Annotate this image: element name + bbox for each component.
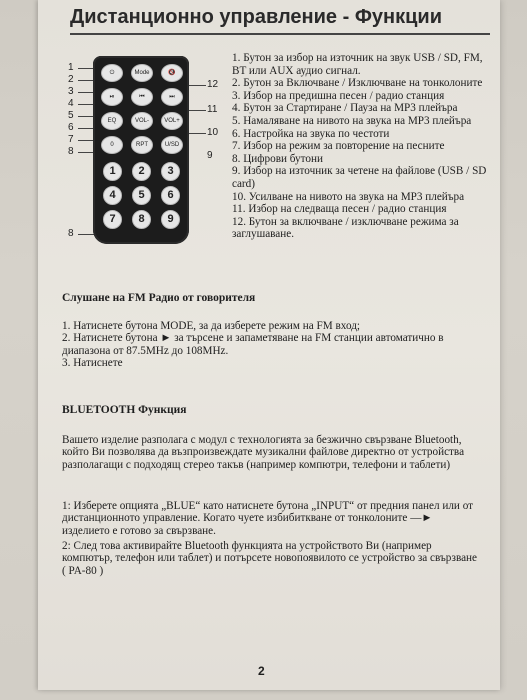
- list-item: 1. Бутон за избор на източник на звук USB / SD, FM, BT или AUX аудио сигнал.: [232, 52, 483, 77]
- list-item: 11. Избор на следваща песен / радио станция: [232, 203, 447, 216]
- prev-button-icon: ⏮: [131, 88, 153, 106]
- digit-7-button: 7: [103, 210, 122, 229]
- callout-10: 10: [207, 127, 219, 138]
- callout-7: 7: [68, 134, 74, 145]
- callout-6: 6: [68, 122, 74, 133]
- usd-button: U/SD: [161, 136, 183, 154]
- bt-step-1: 1: Изберете опцията „BLUE“ като натиснете бутона „INPUT“ от предния панел или от дистанционното управление. Когато чуете избибиткване от тонколоните —► изделието е готово за свързване.: [62, 500, 474, 537]
- list-item: 2. Бутон за Включване / Изключване на тонколоните: [232, 77, 483, 90]
- callout-8: 8: [68, 146, 74, 157]
- list-item: 9. Избор на източник за четене на файлове (USB / SD card): [232, 165, 487, 190]
- fm-instructions: [62, 320, 482, 370]
- play-pause-button-icon: ⏯: [101, 88, 123, 106]
- list-item: 6. Настройка на звука по честоти: [232, 127, 390, 140]
- page-number: 2: [258, 664, 265, 678]
- callout-2: 2: [68, 74, 74, 85]
- vol-minus-button: VOL-: [131, 112, 153, 130]
- digit-5-button: 5: [132, 186, 151, 205]
- callout-11: 11: [207, 104, 218, 115]
- digit-9-button: 9: [161, 210, 180, 229]
- power-button-icon: ⏻: [101, 64, 123, 82]
- remote-control: [93, 56, 189, 244]
- function-list: [232, 52, 492, 241]
- vol-plus-button: VOL+: [161, 112, 183, 130]
- list-item: 4. Бутон за Стартиране / Пауза на MP3 плейъра: [232, 102, 458, 115]
- callout-5: 5: [68, 110, 74, 121]
- list-item: 12. Бутон за включване / изключване режима за заглушаване.: [232, 215, 459, 241]
- fm-step-3: 3. Натиснете: [62, 357, 123, 370]
- digit-6-button: 6: [161, 186, 180, 205]
- list-item: 7. Избор на режим за повторение на песните: [232, 140, 445, 153]
- callout-12: 12: [207, 79, 219, 90]
- digit-3-button: 3: [161, 162, 180, 181]
- list-item: 8. Цифрови бутони: [232, 152, 323, 165]
- page-title: Дистанционно управление - Функции: [70, 6, 490, 35]
- callout-3: 3: [68, 86, 74, 97]
- digit-2-button: 2: [132, 162, 151, 181]
- bt-step-2: 2: След това активирайте Bluetooth функцията на устройството Ви (например компютър, телефон или таблет) и потърсете новопоявилото се устройство за свързване ( PA-80 ): [62, 540, 478, 577]
- list-item: 10. Усилване на нивото на звука на MP3 плейъра: [232, 190, 465, 203]
- callout-line: [188, 133, 206, 134]
- bt-heading: BLUETOOTH Функция: [62, 404, 187, 416]
- digit-1-button: 1: [103, 162, 122, 181]
- fm-step-2: 2. Натиснете бутона ► за търсене и запаметяване на FM станции автоматично в диапазона от 87.5MHz до 108MHz.: [62, 332, 444, 357]
- mode-button: Mode: [131, 64, 153, 82]
- callout-9: 9: [207, 150, 213, 161]
- bt-intro: Вашето изделие разполага с модул с технологията за безжично свързване Bluetooth, който Ви позволява да възпроизвеждате музикални файлове директно от устройства разполагащи с подходящ стерео такъв (например компютри, телефони и таблети): [62, 434, 465, 471]
- callout-line: [188, 85, 206, 86]
- zero-button: 0: [101, 136, 123, 154]
- callout-line: [188, 110, 206, 111]
- list-item: 3. Избор на предишна песен / радио станция: [232, 89, 445, 102]
- digit-8-button: 8: [132, 210, 151, 229]
- callout-8-bottom: 8: [68, 228, 74, 239]
- fm-step-1: 1. Натиснете бутона MODE, за да изберете режим на FM вход;: [62, 320, 361, 332]
- rpt-button: RPT: [131, 136, 153, 154]
- next-button-icon: ⏭: [161, 88, 183, 106]
- callout-1: 1: [68, 62, 74, 73]
- digit-4-button: 4: [103, 186, 122, 205]
- callout-4: 4: [68, 98, 74, 109]
- list-item: 5. Намаляване на нивото на звука на MP3 плейъра: [232, 114, 472, 127]
- fm-heading: Слушане на FM Радио от говорителя: [62, 292, 256, 304]
- eq-button: EQ: [101, 112, 123, 130]
- mute-button-icon: 🔇: [161, 64, 183, 82]
- remote-illustration: [60, 52, 235, 252]
